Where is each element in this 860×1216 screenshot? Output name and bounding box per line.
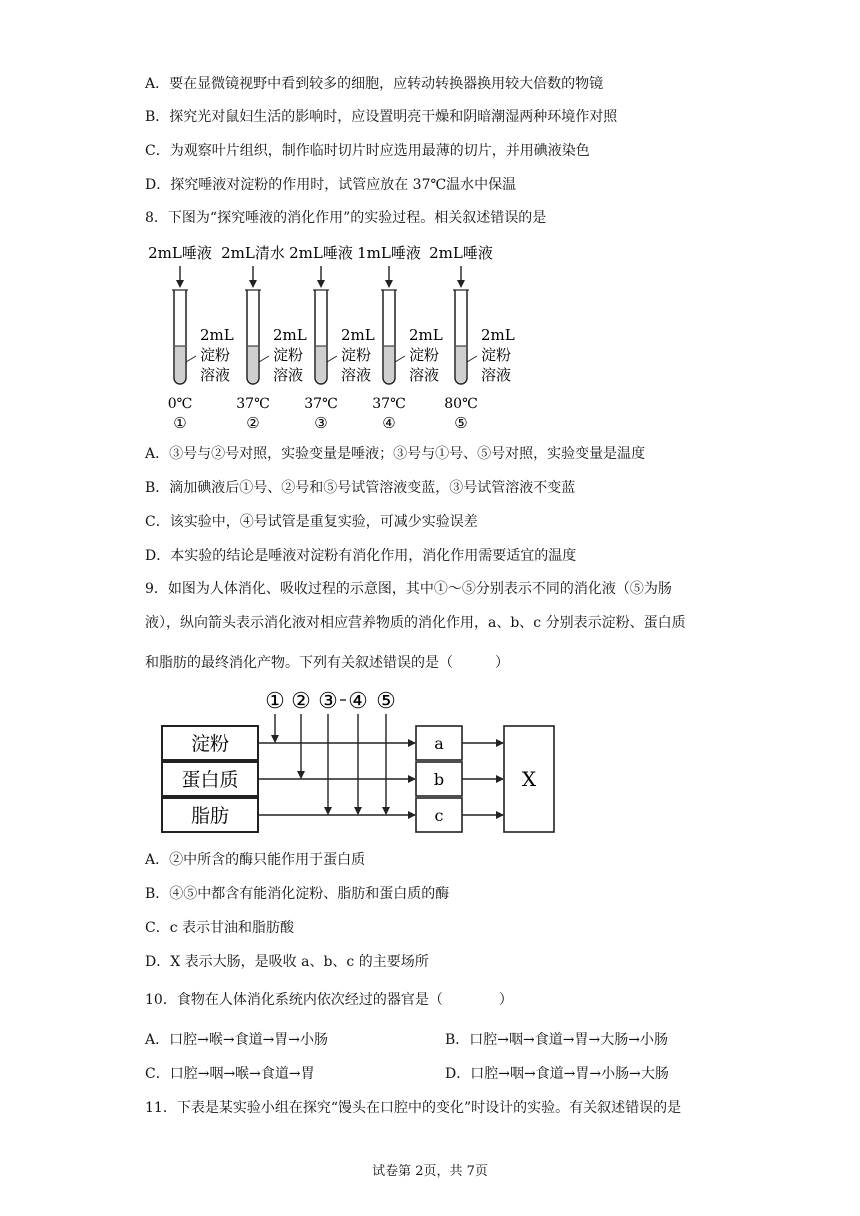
- juice-label-5: ⑤: [376, 689, 396, 714]
- organ-label-x: X: [521, 767, 537, 791]
- tube-side-label: 淀粉: [409, 346, 440, 364]
- tube-number: ③: [314, 414, 328, 432]
- tube-temperature: 80℃: [444, 396, 478, 412]
- tube-side-label: 溶液: [273, 366, 304, 384]
- product-label-c: c: [434, 806, 444, 825]
- tube-side-label: 淀粉: [481, 346, 512, 364]
- tube-side-label: 淀粉: [273, 346, 304, 364]
- q9-option-b: B．④⑤中都含有能消化淀粉、脂肪和蛋白质的酶: [145, 886, 450, 902]
- q9-option-a: A．②中所含的酶只能作用于蛋白质: [145, 852, 366, 868]
- nutrient-label-protein: 蛋白质: [181, 769, 239, 791]
- tube-side-label: 淀粉: [200, 346, 231, 364]
- tube-solution: [316, 346, 326, 383]
- q11-stem: 11．下表是某实验小组在探究“馒头在口腔中的变化”时设计的实验。有关叙述错误的是: [145, 1100, 682, 1116]
- q7-option-d: D．探究唾液对淀粉的作用时，试管应放在 37℃温水中保温: [145, 177, 517, 193]
- product-label-a: a: [434, 734, 444, 753]
- q8-option-d: D．本实验的结论是唾液对淀粉有消化作用，消化作用需要适宜的温度: [145, 548, 577, 564]
- q9-digestion-diagram: [160, 688, 560, 836]
- tube-temperature: 37℃: [236, 396, 270, 412]
- tube-side-label: 2mL: [273, 326, 307, 344]
- q8-stem: 8．下图为“探究唾液的消化作用”的实验过程。相关叙述错误的是: [145, 210, 547, 226]
- tube-side-label: 2mL: [409, 326, 443, 344]
- tube-temperature: 37℃: [304, 396, 338, 412]
- tube-side-label: 2mL: [200, 326, 234, 344]
- q10-option-a: A．口腔→喉→食道→胃→小肠: [145, 1032, 329, 1048]
- tube-solution: [384, 346, 394, 383]
- test-tube-1: [148, 244, 234, 432]
- test-tube-2: [221, 244, 307, 432]
- tube-side-label: 溶液: [200, 366, 231, 384]
- page-footer: 试卷第 2页，共 7页: [372, 1164, 488, 1179]
- q9-stem-line2: 液），纵向箭头表示消化液对相应营养物质的消化作用，a、b、c 分别表示淀粉、蛋白质: [145, 615, 686, 631]
- tube-side-label: 溶液: [481, 366, 512, 384]
- juice-label-1: ①: [265, 689, 285, 714]
- q10-stem: 10．食物在人体消化系统内依次经过的器官是（ ）: [145, 992, 513, 1008]
- q8-test-tube-figure: [145, 238, 525, 434]
- q7-option-c: C．为观察叶片组织，制作临时切片时应选用最薄的切片，并用碘液染色: [145, 143, 590, 159]
- juice-label-3: ③: [318, 689, 338, 714]
- tube-solution: [456, 346, 466, 383]
- tube-side-label: 2mL: [341, 326, 375, 344]
- tube-solution: [248, 346, 258, 383]
- q10-option-c: C．口腔→咽→喉→食道→胃: [145, 1066, 315, 1082]
- q9-stem-line3: 和脂肪的最终消化产物。下列有关叙述错误的是（ ）: [145, 655, 509, 671]
- tube-reagent-label: 2mL唾液: [148, 244, 212, 262]
- juice-label-2: ②: [291, 689, 311, 714]
- nutrient-label-starch: 淀粉: [190, 733, 230, 755]
- tube-reagent-label: 1mL唾液: [357, 244, 421, 262]
- q7-option-a: A．要在显微镜视野中看到较多的细胞，应转动转换器换用较大倍数的物镜: [145, 76, 604, 92]
- tube-side-label: 溶液: [409, 366, 440, 384]
- tube-number: ⑤: [454, 414, 468, 432]
- q10-option-d: D．口腔→咽→食道→胃→小肠→大肠: [445, 1066, 669, 1082]
- product-label-b: b: [433, 770, 445, 789]
- tube-number: ②: [246, 414, 260, 432]
- q10-option-b: B．口腔→咽→食道→胃→大肠→小肠: [445, 1032, 668, 1048]
- tube-side-label: 淀粉: [341, 346, 372, 364]
- q8-option-c: C．该实验中，④号试管是重复实验，可减少实验误差: [145, 514, 478, 530]
- tube-temperature: 37℃: [372, 396, 406, 412]
- nutrient-label-fat: 脂肪: [190, 805, 230, 827]
- tube-solution: [175, 346, 185, 383]
- tube-number: ①: [173, 414, 187, 432]
- tube-side-label: 溶液: [341, 366, 372, 384]
- juice-label-4: ④: [348, 689, 368, 714]
- tube-number: ④: [382, 414, 396, 432]
- q8-option-a: A．③号与②号对照，实验变量是唾液；③号与①号、⑤号对照，实验变量是温度: [145, 446, 646, 462]
- q7-option-b: B．探究光对鼠妇生活的影响时，应设置明亮干燥和阴暗潮湿两种环境作对照: [145, 109, 618, 125]
- q8-option-b: B．滴加碘液后①号、②号和⑤号试管溶液变蓝，③号试管溶液不变蓝: [145, 480, 576, 496]
- tube-reagent-label: 2mL唾液: [289, 244, 353, 262]
- tube-temperature: 0℃: [167, 396, 193, 412]
- q9-option-c: C．c 表示甘油和脂肪酸: [145, 920, 295, 936]
- tube-reagent-label: 2mL清水: [221, 244, 285, 262]
- tube-reagent-label: 2mL唾液: [429, 244, 493, 262]
- q9-option-d: D．X 表示大肠，是吸收 a、b、c 的主要场所: [145, 954, 429, 970]
- q9-stem-line1: 9．如图为人体消化、吸收过程的示意图，其中①～⑤分别表示不同的消化液（⑤为肠: [145, 581, 672, 597]
- tube-side-label: 2mL: [481, 326, 515, 344]
